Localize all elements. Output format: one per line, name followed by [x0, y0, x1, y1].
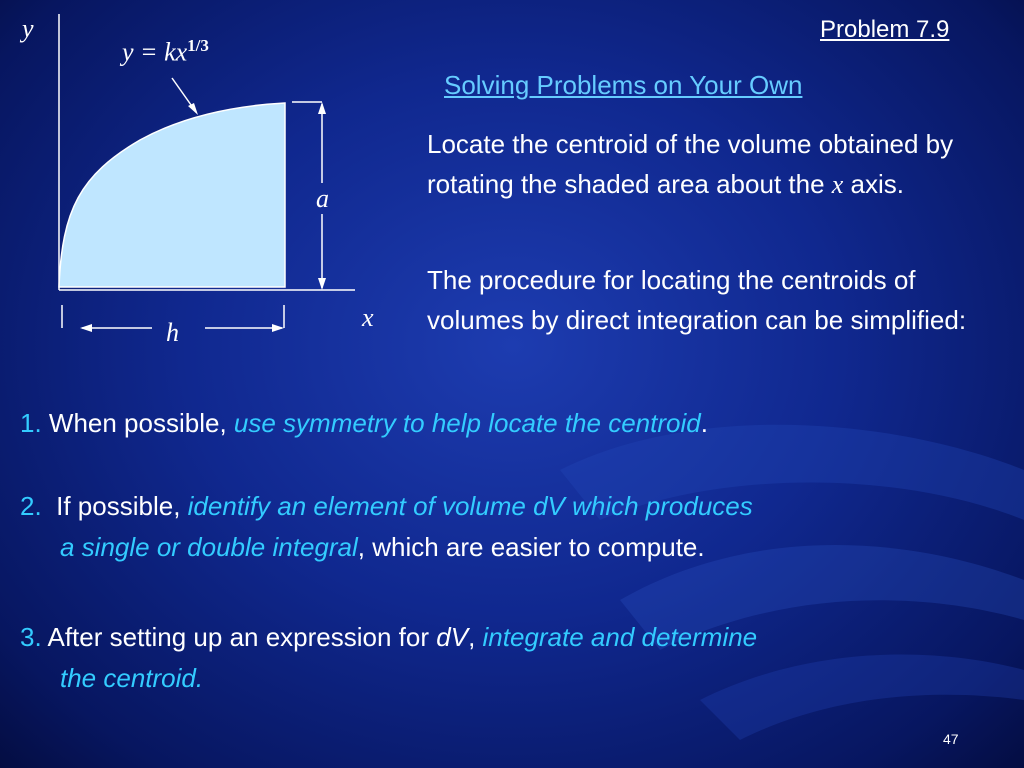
dim-h-arrow-left	[80, 324, 92, 332]
step-3	[20, 617, 1010, 699]
dim-a-arrow-up	[318, 102, 326, 114]
dim-a-arrow-down	[318, 278, 326, 290]
height-label: a	[316, 184, 329, 213]
step-1-suffix: .	[700, 408, 708, 438]
step-2-number: 2.	[20, 491, 42, 521]
step-2-suffix: , which are easier to compute.	[357, 532, 705, 562]
procedure-intro: The procedure for locating the centroids of volumes by direct integration can be simplified:	[427, 265, 967, 335]
shaded-area	[59, 103, 285, 287]
curve-equation-base: y = kx	[122, 37, 188, 67]
page-subtitle: Solving Problems on Your Own	[444, 70, 803, 100]
page-number: 47	[943, 731, 959, 747]
step-2	[20, 486, 1010, 568]
step-3-var: dV	[436, 622, 469, 652]
step-1-prefix: When possible,	[41, 408, 234, 438]
problem-label: Problem 7.9	[820, 16, 950, 43]
step-3-prefix: After setting up an expression for	[41, 622, 437, 652]
step-2-highlight: identify an element of volume dV which produces a single or double integral	[60, 491, 753, 562]
curve-equation-exponent: 1/3	[187, 36, 209, 55]
statement-end: axis.	[843, 169, 904, 199]
x-axis-label: x	[362, 303, 374, 332]
curve-leader-arrow	[188, 103, 198, 115]
statement-text: Locate the centroid of the volume obtained by rotating the shaded area about the	[427, 129, 954, 199]
step-1-highlight: use symmetry to help locate the centroid	[233, 408, 701, 438]
curve-equation	[122, 36, 209, 68]
y-axis-label: y	[22, 14, 34, 43]
width-label: h	[166, 318, 179, 347]
step-3-number: 3.	[20, 622, 42, 652]
step-3-highlight: integrate and determine the centroid.	[60, 622, 758, 693]
step-2-prefix: If possible,	[41, 491, 188, 521]
step-1-number: 1.	[20, 408, 42, 438]
step-3-comma: ,	[468, 622, 483, 652]
problem-statement	[427, 124, 1007, 205]
step-1	[20, 403, 1010, 444]
statement-axis-var: x	[831, 170, 844, 199]
dim-h-arrow-right	[272, 324, 284, 332]
